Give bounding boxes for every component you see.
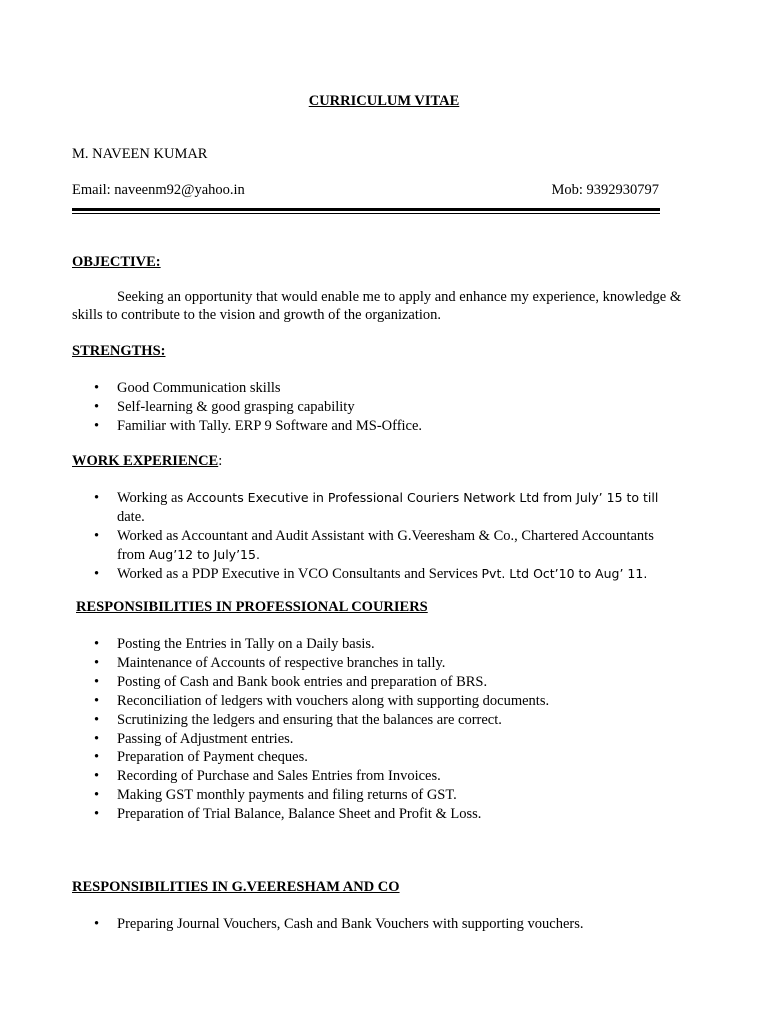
list-item [72,565,665,584]
experience-text: Aug’12 to July’15. [148,546,260,562]
strengths-heading: STRENGTHS: [72,343,166,359]
list-item: • Preparation of Payment cheques. [72,748,665,767]
list-item: • Preparing Journal Vouchers, Cash and Bank Vouchers with supporting vouchers. [72,915,665,934]
experience-text: date. [117,508,145,525]
experience-text: Worked as Accountant and Audit Assistant with G.Veeresham & Co., Chartered Accountants from [117,527,654,563]
list-item: • Scrutinizing the ledgers and ensuring that the balances are correct. [72,711,665,730]
list-item: • Familiar with Tally. ERP 9 Software and MS-Office. [72,417,665,436]
mobile-number: Mob: 9392930797 [551,182,659,198]
work-experience-heading-colon: : [218,453,223,469]
list-item: • Good Communication skills [72,379,665,398]
header-divider-thin [72,213,660,214]
list-item: • Posting the Entries in Tally on a Daily basis. [72,635,665,654]
experience-text: Working as [117,490,187,506]
objective-heading: OBJECTIVE: [72,254,161,270]
responsibilities-gv-list [72,915,665,934]
work-experience-heading-row [72,453,222,470]
candidate-name: M. NAVEEN KUMAR [72,146,208,162]
header-divider-thick [72,208,660,211]
list-item: • Making GST monthly payments and filing returns of GST. [72,786,665,805]
responsibilities-pc-heading: RESPONSIBILITIES IN PROFESSIONAL COURIERS [76,599,428,615]
responsibilities-gv-heading: RESPONSIBILITIES IN G.VEERESHAM AND CO [72,879,400,895]
list-item: • Posting of Cash and Bank book entries and preparation of BRS. [72,673,665,692]
objective-text: Seeking an opportunity that would enable me to apply and enhance my experience, knowledge & skills to contribute to the vision and growth of the organization. [72,289,682,323]
strengths-list [72,379,665,436]
experience-text: Accounts Executive in Professional Couriers Network Ltd from July’ 15 to till [186,490,659,505]
experience-text: Worked as a PDP Executive in VCO Consultants and Services [117,565,482,582]
work-experience-heading: WORK EXPERIENCE [72,453,219,469]
list-item [72,489,665,527]
document-title: CURRICULUM VITAE [308,93,460,109]
list-item [72,527,665,565]
experience-text: Pvt. Ltd Oct’10 to Aug’ 11. [481,565,648,581]
list-item: • Self-learning & good grasping capability [72,398,665,417]
list-item: • Reconciliation of ledgers with vouchers along with supporting documents. [72,692,665,711]
list-item: • Maintenance of Accounts of respective branches in tally. [72,654,665,673]
list-item: • Preparation of Trial Balance, Balance Sheet and Profit & Loss. [72,805,665,824]
work-experience-list [72,489,665,584]
email-address: Email: naveenm92@yahoo.in [72,182,245,198]
list-item: • Passing of Adjustment entries. [72,730,665,749]
list-item: • Recording of Purchase and Sales Entries from Invoices. [72,767,665,786]
responsibilities-pc-list [72,635,665,824]
